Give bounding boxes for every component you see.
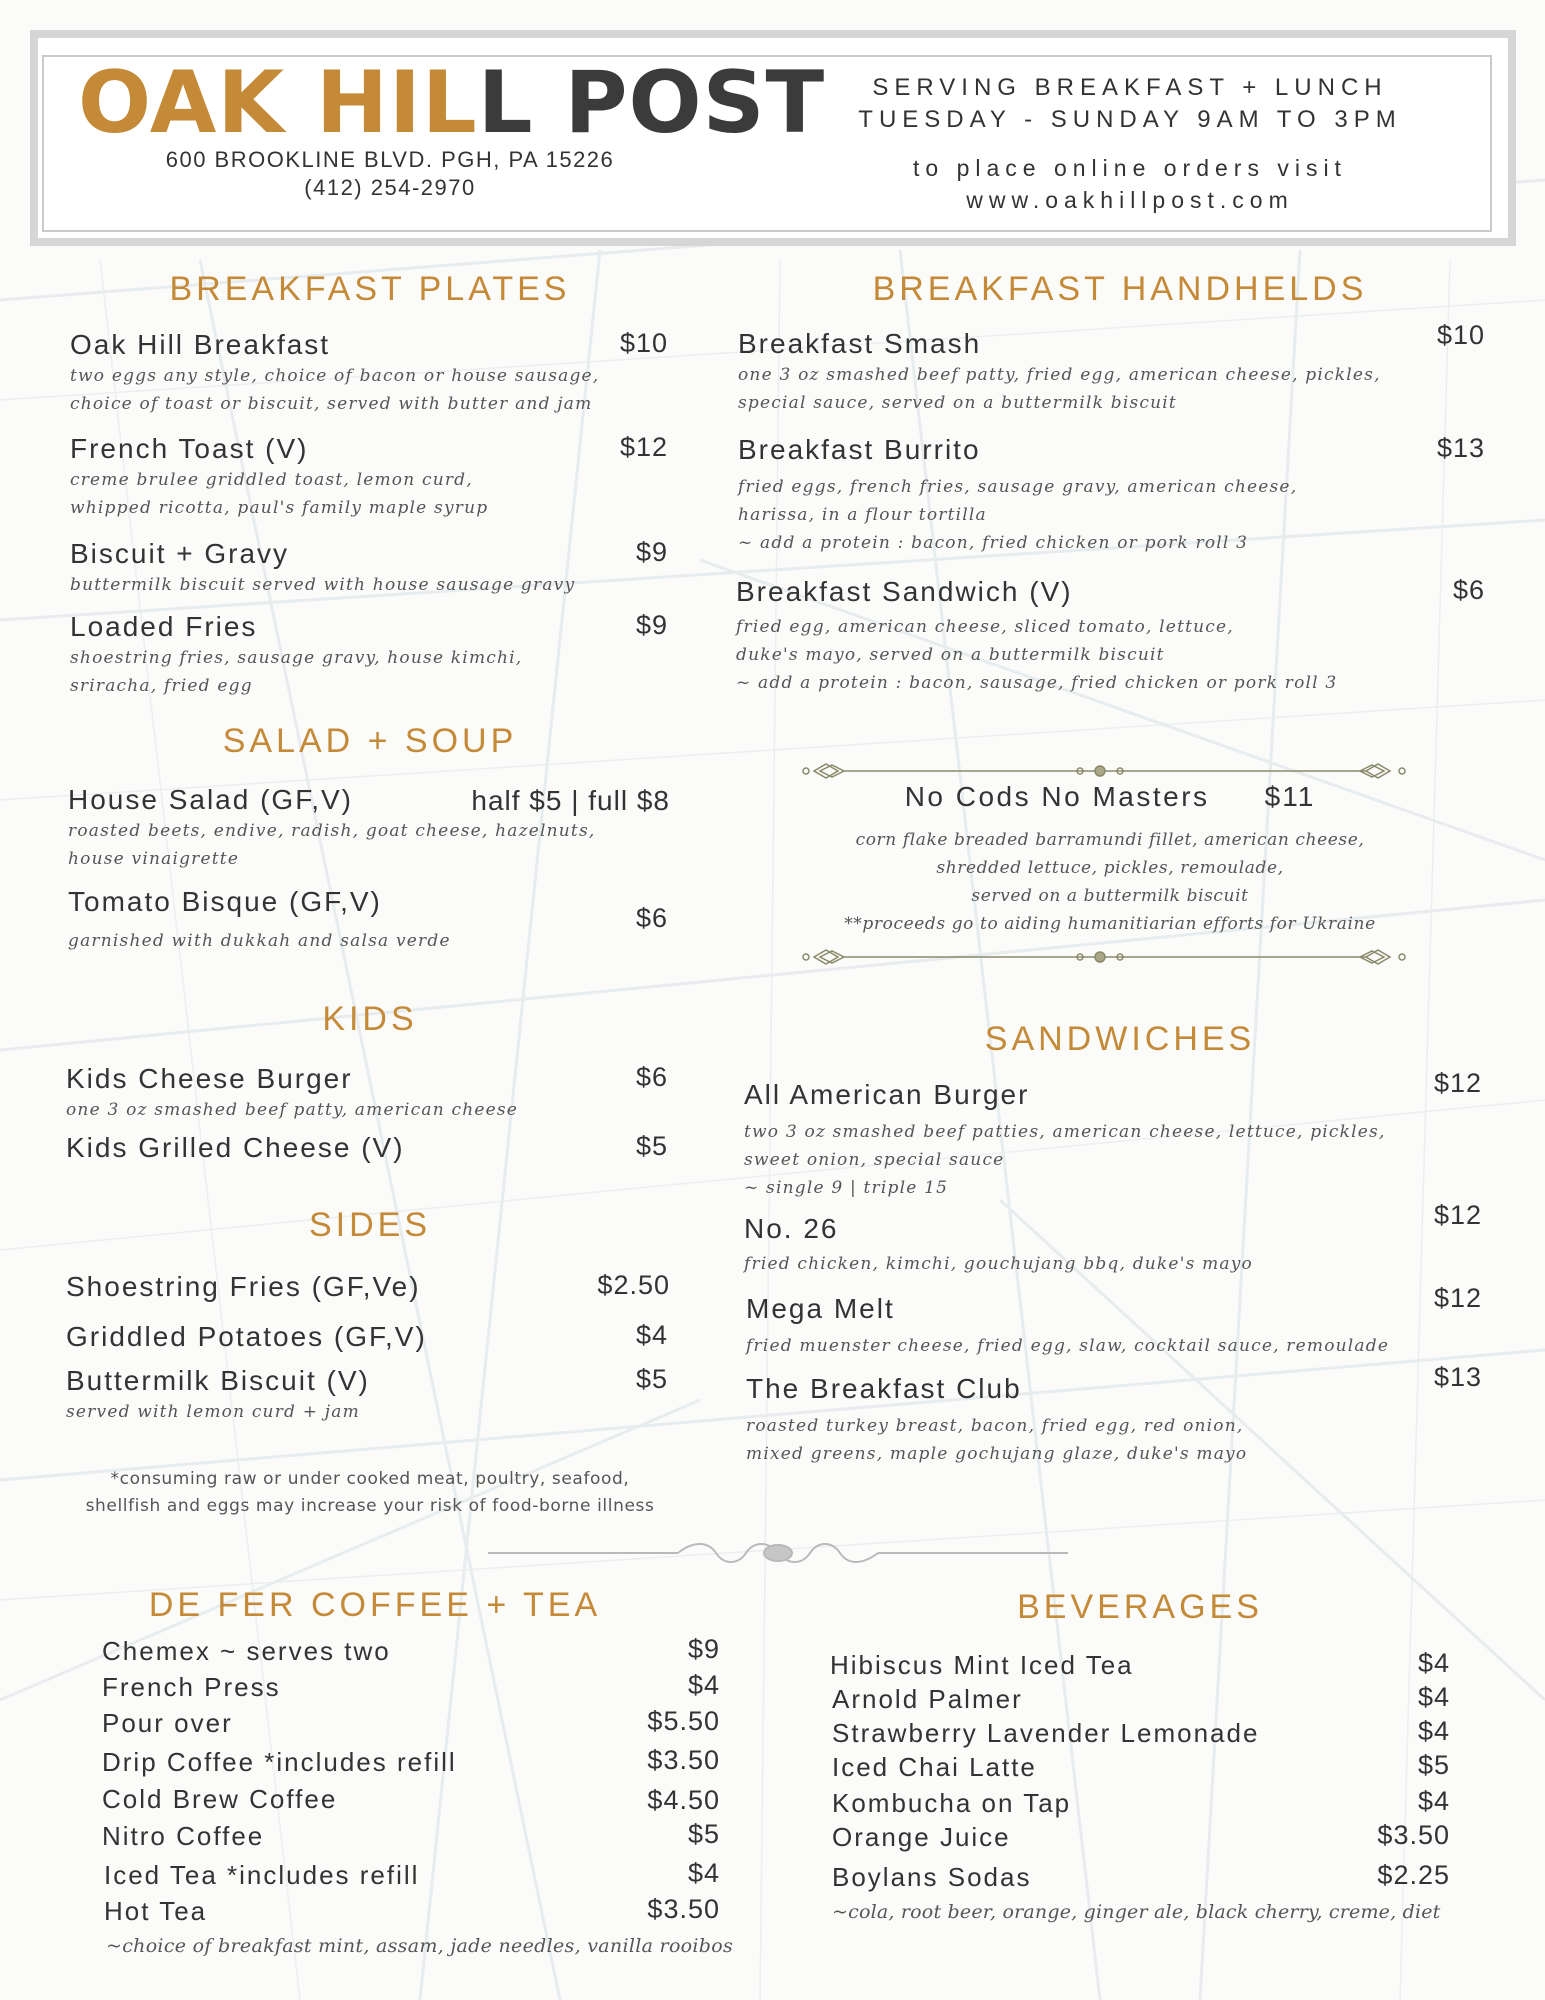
item-name: All American Burger — [744, 1079, 1030, 1110]
item-price: $10 — [1436, 320, 1485, 350]
item-price: $13 — [1433, 1362, 1482, 1392]
menu-item — [736, 575, 1337, 697]
menu-item — [66, 1364, 370, 1426]
menu-item: Chemex ~ serves two — [102, 1636, 391, 1666]
item-price: $5 — [635, 1364, 668, 1394]
serving-label: SERVING BREAKFAST + LUNCH — [872, 74, 1388, 101]
item-name: Kids Grilled Cheese (V) — [66, 1132, 405, 1163]
item-name: Kids Cheese Burger — [66, 1063, 353, 1094]
item-price: $6 — [1452, 575, 1485, 605]
item-name: Shoestring Fries (GF,Ve) — [66, 1271, 421, 1302]
item-desc: corn flake breaded barramundi fillet, american cheese, — [855, 830, 1365, 850]
item-desc: fried muenster cheese, fried egg, slaw, cocktail sauce, remoulade — [746, 1336, 1390, 1356]
menu-item: Orange Juice — [832, 1822, 1011, 1852]
item-price: $4 — [1417, 1648, 1450, 1678]
item-desc: whipped ricotta, paul's family maple syrup — [70, 498, 489, 518]
item-name: Breakfast Smash — [738, 328, 982, 359]
phone-number: (412) 254-2970 — [304, 175, 476, 200]
item-desc: ~ single 9 | triple 15 — [744, 1178, 949, 1198]
item-price: $4 — [1417, 1716, 1450, 1746]
menu-item — [738, 433, 1297, 557]
item-price: $12 — [1433, 1068, 1482, 1098]
menu-item — [66, 1062, 518, 1124]
menu-item: Iced Chai Latte — [832, 1752, 1037, 1782]
item-desc: sweet onion, special sauce — [744, 1150, 1005, 1170]
section-title-breakfast-plates: BREAKFAST PLATES — [169, 270, 571, 308]
item-name: Loaded Fries — [70, 611, 258, 642]
item-desc: special sauce, served on a buttermilk biscuit — [738, 393, 1177, 413]
item-price: $4 — [1417, 1786, 1450, 1816]
address-street: 600 BROOKLINE BLVD. PGH, PA 15226 — [165, 147, 615, 172]
item-name: Buttermilk Biscuit (V) — [66, 1365, 370, 1396]
item-desc: fried chicken, kimchi, gouchujang bbq, duke's mayo — [744, 1254, 1253, 1274]
menu-item — [746, 1292, 1389, 1360]
item-price: $6 — [635, 903, 668, 933]
item-name: House Salad (GF,V) — [68, 784, 353, 815]
soda-flavors-note: ~cola, root beer, orange, ginger ale, black cherry, creme, diet — [832, 1901, 1441, 1923]
item-price: $3.50 — [647, 1894, 720, 1924]
item-desc: served with lemon curd + jam — [66, 1402, 360, 1422]
menu-item: Nitro Coffee — [102, 1821, 265, 1851]
item-price: $4.50 — [647, 1785, 720, 1815]
item-name: Biscuit + Gravy — [70, 538, 290, 569]
item-price: $10 — [619, 328, 668, 358]
menu-item — [66, 1270, 421, 1304]
menu-item — [70, 610, 522, 700]
ornament-divider-bottom — [800, 944, 1410, 970]
menu-item: Cold Brew Coffee — [102, 1784, 338, 1814]
menu-item — [66, 1131, 405, 1165]
item-desc: two eggs any style, choice of bacon or house sausage, — [70, 366, 600, 386]
note-line: shellfish and eggs may increase your risk of food-borne illness — [85, 1496, 655, 1516]
menu-item — [738, 327, 1381, 417]
item-name: No. 26 — [744, 1213, 839, 1244]
item-desc: fried eggs, french fries, sausage gravy, american cheese, — [738, 477, 1298, 497]
item-desc: garnished with dukkah and salsa verde — [68, 931, 451, 951]
section-title-coffee-tea: DE FER COFFEE + TEA — [148, 1586, 602, 1624]
address-block — [130, 146, 650, 202]
item-price: $5 — [635, 1131, 668, 1161]
item-desc: shredded lettuce, pickles, remoulade, — [936, 858, 1284, 878]
food-safety-note — [60, 1466, 680, 1520]
special-item — [790, 780, 1430, 814]
item-desc: two 3 oz smashed beef patties, american cheese, lettuce, pickles, — [744, 1122, 1386, 1142]
hours-block — [780, 72, 1480, 136]
item-name: The Breakfast Club — [746, 1373, 1022, 1404]
section-title-kids: KIDS — [322, 1000, 418, 1038]
item-price: $2.25 — [1377, 1860, 1450, 1890]
item-price: $3.50 — [647, 1745, 720, 1775]
item-name: Tomato Bisque (GF,V) — [68, 886, 382, 917]
menu-item: Pour over — [102, 1708, 233, 1738]
menu-item: Kombucha on Tap — [832, 1788, 1072, 1818]
menu-item — [68, 885, 451, 955]
item-price: $5.50 — [647, 1706, 720, 1736]
item-price: half $5 | full $8 — [471, 785, 670, 816]
menu-item: French Press — [102, 1672, 281, 1702]
menu-item: Hot Tea — [104, 1896, 208, 1926]
online-orders-block — [780, 152, 1480, 216]
item-desc: one 3 oz smashed beef patty, fried egg, american cheese, pickles, — [738, 365, 1381, 385]
item-name: Oak Hill Breakfast — [70, 329, 331, 360]
item-name: Mega Melt — [746, 1293, 895, 1324]
section-title-salad-soup: SALAD + SOUP — [222, 722, 518, 760]
item-price: $9 — [687, 1634, 720, 1664]
item-price: $4 — [635, 1320, 668, 1350]
tea-choices-note: ~choice of breakfast mint, assam, jade needles, vanilla rooibos — [106, 1935, 734, 1957]
menu-item — [744, 1078, 1386, 1202]
item-desc: shoestring fries, sausage gravy, house kimchi, — [70, 648, 523, 668]
item-desc: one 3 oz smashed beef patty, american cheese — [66, 1100, 519, 1120]
note-line: *consuming raw or under cooked meat, poultry, seafood, — [110, 1469, 630, 1489]
section-title-sandwiches: SANDWICHES — [984, 1020, 1256, 1058]
item-price: $4 — [687, 1858, 720, 1888]
item-desc: harissa, in a flour tortilla — [738, 505, 987, 525]
online-orders-label: to place online orders visit — [913, 155, 1347, 181]
website-link[interactable]: www.oakhillpost.com — [966, 187, 1294, 213]
item-price: $5 — [1417, 1750, 1450, 1780]
item-desc: mixed greens, maple gochujang glaze, duke's mayo — [746, 1444, 1248, 1464]
item-price: $5 — [687, 1819, 720, 1849]
menu-item: Arnold Palmer — [832, 1684, 1023, 1714]
item-name: No Cods No Masters — [904, 781, 1210, 812]
menu-item: Hibiscus Mint Iced Tea — [830, 1650, 1134, 1680]
item-price: $13 — [1436, 433, 1485, 463]
item-price: $11 — [1264, 781, 1316, 812]
item-name: French Toast (V) — [70, 433, 309, 464]
menu-item — [70, 432, 488, 522]
item-desc: buttermilk biscuit served with house sausage gravy — [70, 575, 576, 595]
item-price: $4 — [687, 1670, 720, 1700]
item-price: $12 — [619, 432, 668, 462]
item-desc: roasted beets, endive, radish, goat cheese, hazelnuts, — [68, 821, 596, 841]
item-desc: creme brulee griddled toast, lemon curd, — [70, 470, 473, 490]
menu-item — [66, 1320, 427, 1354]
item-price: $4 — [1417, 1682, 1450, 1712]
item-desc: duke's mayo, served on a buttermilk biscuit — [736, 645, 1165, 665]
section-title-breakfast-handhelds: BREAKFAST HANDHELDS — [872, 270, 1368, 308]
menu-item — [744, 1212, 1253, 1278]
item-desc: fried egg, american cheese, sliced tomato, lettuce, — [736, 617, 1234, 637]
hours-label: TUESDAY - SUNDAY 9AM TO 3PM — [858, 106, 1402, 133]
item-price: $9 — [635, 610, 668, 640]
item-name: Griddled Potatoes (GF,V) — [66, 1321, 427, 1352]
item-price: $2.50 — [597, 1270, 670, 1300]
item-desc: roasted turkey breast, bacon, fried egg, red onion, — [746, 1416, 1244, 1436]
logo: OAK HILL POST — [78, 53, 826, 153]
item-desc: **proceeds go to aiding humanitiarian efforts for Ukraine — [844, 914, 1376, 934]
item-name: Breakfast Burrito — [738, 434, 981, 465]
special-description — [790, 826, 1430, 938]
item-price: $12 — [1433, 1200, 1482, 1230]
menu-item: Drip Coffee *includes refill — [102, 1747, 457, 1777]
flourish-divider — [488, 1536, 1068, 1570]
item-desc: served on a buttermilk biscuit — [971, 886, 1249, 906]
item-desc: ~ add a protein : bacon, fried chicken or pork roll 3 — [738, 533, 1249, 553]
item-price: $9 — [635, 537, 668, 567]
item-price: $12 — [1433, 1283, 1482, 1313]
item-desc: choice of toast or biscuit, served with butter and jam — [70, 394, 593, 414]
menu-item — [746, 1372, 1247, 1468]
item-desc: house vinaigrette — [68, 849, 240, 869]
menu-item: Strawberry Lavender Lemonade — [832, 1718, 1260, 1748]
item-desc: sriracha, fried egg — [70, 676, 253, 696]
item-price: $3.50 — [1377, 1820, 1450, 1850]
menu-item — [70, 537, 575, 599]
menu-item: Boylans Sodas — [832, 1862, 1032, 1892]
item-desc: ~ add a protein : bacon, sausage, fried chicken or pork roll 3 — [736, 673, 1338, 693]
menu-item: Iced Tea *includes refill — [104, 1860, 420, 1890]
item-name: Breakfast Sandwich (V) — [736, 576, 1073, 607]
menu-item — [70, 328, 599, 418]
section-title-beverages: BEVERAGES — [1017, 1588, 1263, 1626]
item-price: $6 — [635, 1062, 668, 1092]
section-title-sides: SIDES — [308, 1206, 432, 1244]
